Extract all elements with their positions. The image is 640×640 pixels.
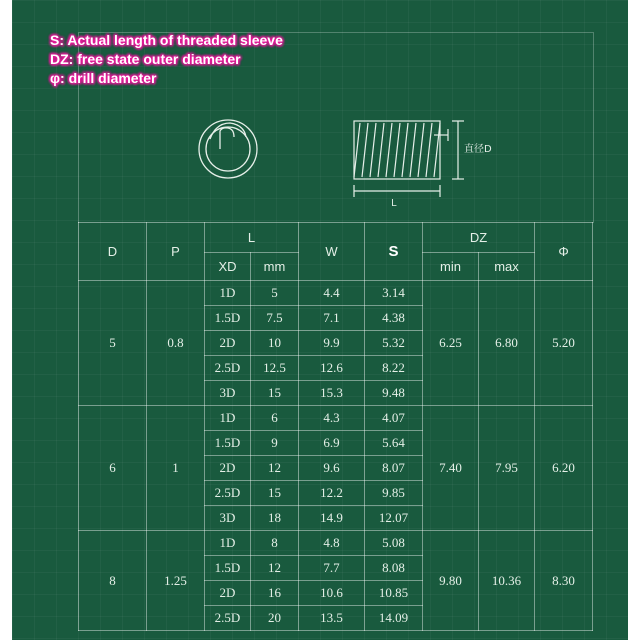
cell-xd: 2D (205, 581, 251, 606)
cell-p: 1.25 (147, 531, 205, 631)
cell-w: 9.6 (299, 456, 365, 481)
cell-p: 0.8 (147, 281, 205, 406)
cell-s: 8.22 (365, 356, 423, 381)
cell-w: 12.6 (299, 356, 365, 381)
cell-d: 8 (79, 531, 147, 631)
cell-s: 9.48 (365, 381, 423, 406)
table-row (79, 531, 593, 556)
cell-dz-max: 6.80 (479, 281, 535, 406)
cell-w: 4.8 (299, 531, 365, 556)
cell-s: 5.08 (365, 531, 423, 556)
cell-s: 9.85 (365, 481, 423, 506)
coil-end-view (199, 120, 257, 178)
cell-xd: 2D (205, 331, 251, 356)
cell-xd: 2.5D (205, 356, 251, 381)
cell-s: 14.09 (365, 606, 423, 631)
cell-phi: 8.30 (535, 531, 593, 631)
header-w: W (299, 223, 365, 281)
header-p: P (147, 223, 205, 281)
legend-dz: DZ: free state outer diameter (50, 51, 241, 67)
diameter-label: 直径D (464, 144, 492, 155)
cell-xd: 2.5D (205, 606, 251, 631)
spec-table (78, 222, 593, 631)
cell-mm: 20 (251, 606, 299, 631)
header-xd: XD (205, 253, 251, 281)
legend (40, 32, 316, 90)
cell-xd: 1.5D (205, 431, 251, 456)
cell-mm: 12 (251, 456, 299, 481)
length-label: L (391, 198, 397, 209)
cell-s: 5.32 (365, 331, 423, 356)
cell-xd: 1D (205, 281, 251, 306)
cell-mm: 6 (251, 406, 299, 431)
cell-xd: 2D (205, 456, 251, 481)
table-row (79, 406, 593, 431)
cell-dz-max: 10.36 (479, 531, 535, 631)
cell-s: 8.07 (365, 456, 423, 481)
header-d: D (79, 223, 147, 281)
cell-phi: 5.20 (535, 281, 593, 406)
cell-dz-min: 9.80 (423, 531, 479, 631)
cell-dz-max: 7.95 (479, 406, 535, 531)
cell-xd: 3D (205, 381, 251, 406)
cell-w: 14.9 (299, 506, 365, 531)
cell-s: 4.38 (365, 306, 423, 331)
cell-s: 3.14 (365, 281, 423, 306)
cell-mm: 9 (251, 431, 299, 456)
cell-mm: 15 (251, 381, 299, 406)
header-s: S (365, 223, 423, 281)
cell-s: 4.07 (365, 406, 423, 431)
coil-side-view (354, 121, 464, 197)
cell-mm: 12.5 (251, 356, 299, 381)
cell-w: 7.1 (299, 306, 365, 331)
cell-xd: 1D (205, 406, 251, 431)
cell-s: 5.64 (365, 431, 423, 456)
header-dz-max: max (479, 253, 535, 281)
cell-w: 9.9 (299, 331, 365, 356)
spec-board (12, 0, 628, 640)
cell-xd: 1.5D (205, 306, 251, 331)
header-dz-min: min (423, 253, 479, 281)
cell-mm: 18 (251, 506, 299, 531)
cell-d: 5 (79, 281, 147, 406)
table-row (79, 281, 593, 306)
cell-w: 10.6 (299, 581, 365, 606)
cell-mm: 16 (251, 581, 299, 606)
cell-w: 13.5 (299, 606, 365, 631)
cell-phi: 6.20 (535, 406, 593, 531)
cell-mm: 12 (251, 556, 299, 581)
cell-dz-min: 6.25 (423, 281, 479, 406)
cell-w: 7.7 (299, 556, 365, 581)
cell-xd: 2.5D (205, 481, 251, 506)
cell-d: 6 (79, 406, 147, 531)
cell-s: 10.85 (365, 581, 423, 606)
cell-s: 12.07 (365, 506, 423, 531)
cell-p: 1 (147, 406, 205, 531)
header-mm: mm (251, 253, 299, 281)
header-dz: DZ (423, 223, 535, 253)
cell-mm: 10 (251, 331, 299, 356)
cell-xd: 1D (205, 531, 251, 556)
cell-dz-min: 7.40 (423, 406, 479, 531)
cell-w: 15.3 (299, 381, 365, 406)
cell-mm: 8 (251, 531, 299, 556)
cell-mm: 15 (251, 481, 299, 506)
cell-w: 12.2 (299, 481, 365, 506)
header-phi: Φ (535, 223, 593, 281)
cell-mm: 5 (251, 281, 299, 306)
cell-xd: 1.5D (205, 556, 251, 581)
legend-phi: φ: drill diameter (50, 70, 157, 86)
cell-s: 8.08 (365, 556, 423, 581)
cell-w: 4.3 (299, 406, 365, 431)
legend-s: S: Actual length of threaded sleeve (50, 32, 283, 48)
cell-xd: 3D (205, 506, 251, 531)
thread-insert-diagram (172, 95, 512, 215)
cell-w: 6.9 (299, 431, 365, 456)
cell-mm: 7.5 (251, 306, 299, 331)
cell-w: 4.4 (299, 281, 365, 306)
header-l: L (205, 223, 299, 253)
